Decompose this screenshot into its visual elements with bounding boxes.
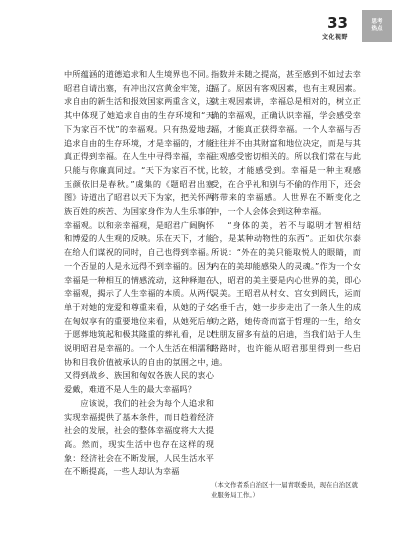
left-paragraph-1: 中所蕴涵的道德追求和人生境界也不同。昭君自请出塞，有冲出汉宫黄金牢笼，追求自由的新生活和报效国家两重含义，这其中体现了她追求自由的生存环境和“天下为家百不忧”的幸福观。只有热爱地去追求自由的生存环境，才是幸福的，才能真正得到幸福。在人生中寻得幸福，幸福只能与你廉真同过。“天下为家百不忧，玉颜依旧是春秋。”虞集的《题昭君出塞图》诗道出了昭君以天下为家，把关怀两族百姓的疾苦、为国家身作为人生乐事的幸福观。以和亲幸福观，是昭君广阔胸怀和博爱的人生观的反映。乐在天下，才能在给人们谋祝的同时，自己也得到幸福。一个否显的人是永远得不到幸福的。因为幸福是一种相互的情感流动，这种释迦在幸福观，揭示了人生幸福的本质。从两代单于对她的宠爱和尊重来看，从她的子女在匈奴享有的重要地位来看，从她死后单于愿葬地筑起和极其隆重的葬礼看，足以说明昭君是幸福的。一个人生活在相濡和协和目我价值被承认的自由的氛围之中，又得到战乡、族国和匈奴各族人民的衷心爱戴，难道不是人生的最大幸福吗？ (64, 69, 214, 395)
tab-top-label: 思考 (371, 19, 383, 26)
left-column (64, 68, 214, 479)
right-paragraph-1: 指数并未随之提高，甚至感到不如过去幸福了。原因有客观因素，也有主观因素。就主观因素讲，幸福总是相对的，树立正确的幸福观，正确认识幸福，学会感受幸福，才能真正获得幸福。一个人幸福与否往往并不由其财富和地位决定，而是与其主观感受密切相关的。所以我们常在与此比较，才能感受到。幸福是一种主观感受，在合乎礼和别与不偷的作用下，还会将带来的幸福感。人世界在不断变化之中，一个人会体会到这种幸福。 (211, 69, 361, 217)
page-number: 33 (327, 14, 348, 32)
right-column (211, 68, 361, 369)
column-tab (362, 10, 392, 42)
right-paragraph-2: “身体的美，若不与聪明才智相结合，是某种动物性的东西”。正如伏尔泰所说：“外在的美只能取悦人的眼睛，而内在的美却能感染人的灵魂。”作为一个女人，昭君的美主要是内心世界的美，即心灵美。王昭君从村女、宫女到阏氏，运而名垂千古，她一步步走出了一条人生的成功之路，她传奇而富于哲理的一生，给女性朋友留多有益的启迪，当我们站于人生路路时，也许能从昭君那里得到一些启迪。 (211, 219, 361, 367)
left-paragraph-2: 应该说，我们的社会为每个人追求和实现幸福提供了基本条件，而日趋着经济社会的发展，社会的整体幸福度将大大提高。然而，现实生活中也存在这样的现象：经济社会在不断发展，人民生活水平在不断提高，一些人却认为幸福 (64, 397, 214, 477)
section-title: 文化视野 (321, 34, 348, 41)
tab-bottom-label: 热点 (371, 26, 383, 32)
page-header (302, 10, 392, 44)
author-footnote: （本文作者系自治区十一届青联委员，现在自治区就业服务局工作。） (211, 481, 358, 499)
